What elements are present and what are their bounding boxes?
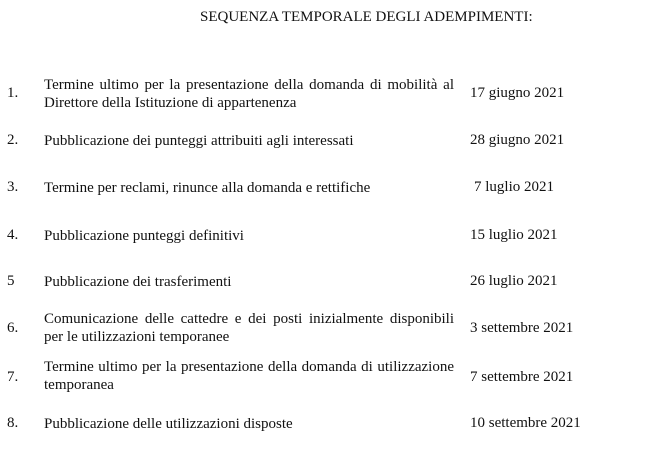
- item-date: 15 luglio 2021: [470, 227, 558, 243]
- item-date: 3 settembre 2021: [470, 320, 574, 336]
- item-date: 10 settembre 2021: [470, 415, 581, 431]
- item-description: Pubblicazione delle utilizzazioni disposte: [44, 416, 293, 432]
- item-description: Pubblicazione punteggi definitivi: [44, 228, 244, 244]
- item-number: 2.: [7, 132, 19, 148]
- item-date: 28 giugno 2021: [470, 132, 565, 148]
- item-description: Pubblicazione dei trasferimenti: [44, 274, 232, 290]
- item-date: 7 luglio 2021: [474, 179, 555, 195]
- item-description: Comunicazione delle cattedre e dei posti inizialmente disponibili per le utilizzazioni temporanee: [44, 311, 454, 345]
- item-description: Pubblicazione dei punteggi attribuiti agli interessati: [44, 133, 354, 149]
- item-date: 17 giugno 2021: [470, 85, 565, 101]
- item-number: 1.: [7, 85, 19, 101]
- item-number: 6.: [7, 320, 19, 336]
- item-number: 5: [7, 273, 15, 289]
- item-description: Termine ultimo per la presentazione della domanda di mobilità al Direttore della Istituzione di appartenenza: [44, 77, 454, 111]
- item-date: 26 luglio 2021: [470, 273, 558, 289]
- item-number: 7.: [7, 369, 19, 385]
- item-number: 8.: [7, 415, 19, 431]
- item-description: Termine per reclami, rinunce alla domanda e rettifiche: [44, 180, 371, 196]
- document-title: SEQUENZA TEMPORALE DEGLI ADEMPIMENTI:: [200, 9, 533, 25]
- item-number: 4.: [7, 227, 19, 243]
- item-number: 3.: [7, 179, 19, 195]
- item-date: 7 settembre 2021: [470, 369, 574, 385]
- item-description: Termine ultimo per la presentazione della domanda di utilizzazione temporanea: [44, 359, 454, 393]
